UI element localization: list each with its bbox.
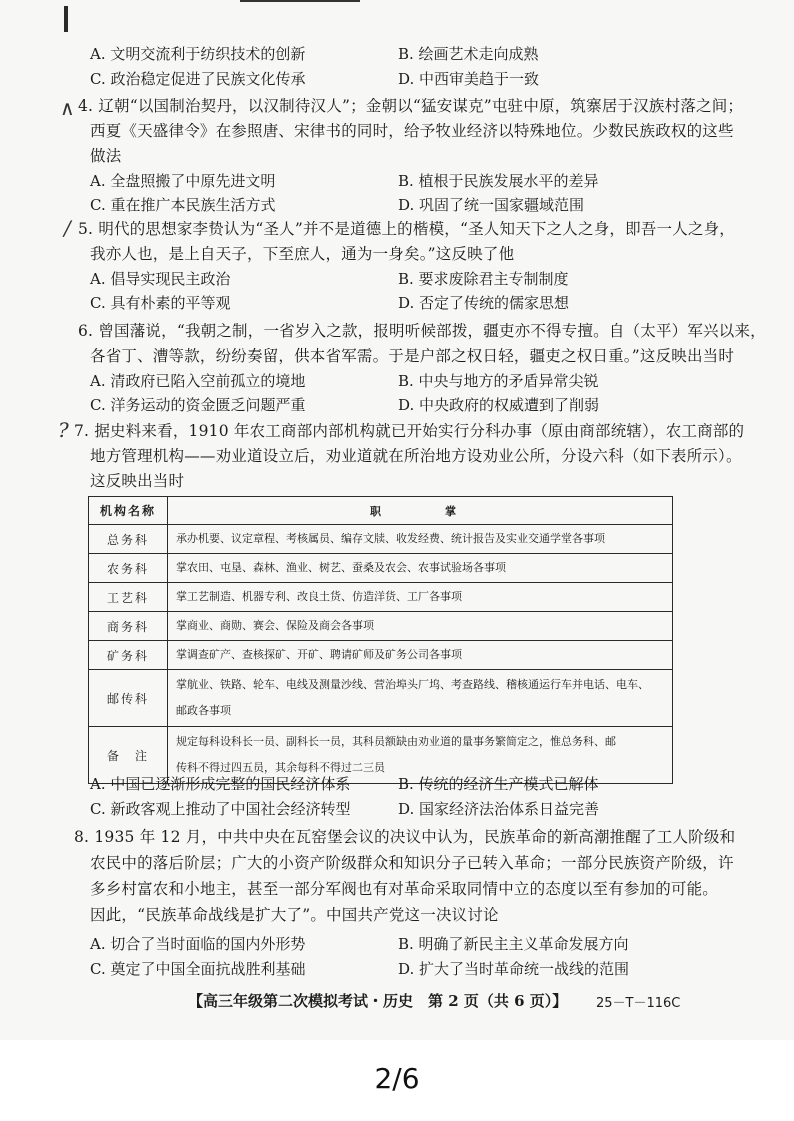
q7-stem-line-2: 地方管理机构——劝业道设立后，劝业道就在所治地方设劝业公所，分设六科（如下表所示）。 (90, 447, 742, 465)
q3-option-c: C. 政治稳定促进了民族文化传承 (90, 70, 306, 88)
row-duty: 掌农田、屯垦、森林、渔业、树艺、蚕桑及农会、农事试验场各事项 (168, 554, 673, 583)
row-name: 邮传科 (89, 670, 168, 727)
q8-option-b: B. 明确了新民主主义革命发展方向 (398, 935, 629, 953)
q7-stem-line-3: 这反映出当时 (90, 472, 185, 490)
q8-stem-line-2: 农民中的落后阶层；广大的小资产阶级群众和知识分子已转入革命；一部分民族资产阶级，许 (90, 854, 734, 872)
q8-option-c: C. 奠定了中国全面抗战胜利基础 (90, 960, 306, 978)
q6-option-c: C. 洋务运动的资金匮乏问题严重 (90, 396, 306, 414)
exam-footer: 【高三年级第二次模拟考试・历史 第 2 页（共 6 页）】 (188, 992, 568, 1010)
q5-option-a: A. 倡导实现民主政治 (90, 270, 231, 288)
q7-option-c: C. 新政客观上推动了中国社会经济转型 (90, 800, 351, 818)
table-row (89, 525, 673, 554)
q7-option-b: B. 传统的经济生产模式已解体 (398, 775, 599, 793)
table-row (89, 612, 673, 641)
header-agency-name: 机构名称 (89, 497, 168, 525)
q7-option-a: A. 中国已逐渐形成完整的国民经济体系 (90, 775, 351, 793)
header-duties: 职 掌 (168, 497, 673, 525)
q5-stem-line-2: 我亦人也，是上自天子，下至庶人，通为一身矣。”这反映了他 (90, 245, 515, 263)
row-name: 矿务科 (89, 641, 168, 670)
q7-stem-line-1: 7. 据史料来看，1910 年农工商部内部机构就已开始实行分科办事（原由商部统辖），农工商部的 (74, 422, 745, 440)
q6-stem-line-1: 6. 曾国藩说，“我朝之制，一省岁入之款，报明听候部拨，疆吏亦不得专擅。自（太平）军兴以来， (78, 322, 766, 340)
row-duty (168, 670, 673, 727)
table-row (89, 670, 673, 727)
pen-mark: ∕ (64, 216, 71, 240)
q6-stem-line-2: 各省丁、漕等款，纷纷奏留，供本省军需。于是户部之权日轻，疆吏之权日重。”这反映出当时 (90, 347, 735, 365)
row-name: 总务科 (89, 525, 168, 554)
q3-option-b: B. 绘画艺术走向成熟 (398, 45, 539, 63)
table-row (89, 641, 673, 670)
row-duty-line: 传科不得过四五员，其余每科不得过二三员 (176, 761, 385, 774)
row-name: 商务科 (89, 612, 168, 641)
pen-mark: ∧ (60, 96, 75, 120)
q8-stem-line-4: 因此，“民族革命战线是扩大了”。中国共产党这一决议讨论 (90, 906, 499, 924)
row-duty-line: 邮政各事项 (176, 704, 231, 717)
row-duty: 掌调查矿产、查核探矿、开矿、聘请矿师及矿务公司各事项 (168, 641, 673, 670)
paper-code: 25－T－116C (596, 996, 681, 1011)
pen-mark: ? (58, 418, 69, 442)
binding-mark (64, 6, 68, 32)
row-duty: 承办机要、议定章程、考核属员、编存文牍、收发经费、统计报告及实业交通学堂各事项 (168, 525, 673, 554)
row-duty: 掌商业、商勋、赛会、保险及商会各事项 (168, 612, 673, 641)
row-name: 备 注 (89, 727, 168, 784)
q4-stem-line-1: 4. 辽朝“以国制治契丹，以汉制待汉人”；金朝以“猛安谋克”屯驻中原，筑寨居于汉族村落之间； (78, 97, 744, 115)
q6-option-a: A. 清政府已陷入空前孤立的境地 (90, 372, 306, 390)
table-header-row (89, 497, 673, 525)
q4-option-b: B. 植根于民族发展水平的差异 (398, 172, 599, 190)
q3-option-a: A. 文明交流利于纺织技术的创新 (90, 45, 306, 63)
row-duty: 掌工艺制造、机器专利、改良土货、仿造洋货、工厂各事项 (168, 583, 673, 612)
q7-option-d: D. 国家经济法治体系日益完善 (398, 800, 600, 818)
q4-stem-line-3: 做法 (90, 147, 122, 165)
q8-option-a: A. 切合了当时面临的国内外形势 (90, 935, 306, 953)
row-name: 农务科 (89, 554, 168, 583)
table-row (89, 554, 673, 583)
q8-stem-line-3: 多乡村富农和小地主，甚至一部分军阀也有对革命采取同情中立的态度以至有参加的可能。 (90, 880, 719, 898)
q5-option-c: C. 具有朴素的平等观 (90, 294, 231, 312)
q4-option-d: D. 巩固了统一国家疆域范围 (398, 196, 585, 214)
row-duty-line: 掌航业、铁路、轮车、电线及测量沙线、营治埠头厂坞、考查路线、稽核通运行车并电话、电车、 (176, 678, 649, 691)
q5-option-d: D. 否定了传统的儒家思想 (398, 294, 570, 312)
q5-stem-line-1: 5. 明代的思想家李贽认为“圣人”并不是道德上的楷模，“圣人知天下之人之身，即吾一人之身， (78, 220, 735, 238)
q6-option-b: B. 中央与地方的矛盾异常尖锐 (398, 372, 599, 390)
table-row (89, 583, 673, 612)
q3-option-d: D. 中西审美趋于一致 (398, 70, 540, 88)
q4-stem-line-2: 西夏《天盛律令》在参照唐、宋律书的同时，给予牧业经济以特殊地位。少数民族政权的这些 (90, 122, 734, 140)
q4-option-a: A. 全盘照搬了中原先进文明 (90, 172, 276, 190)
row-name: 工艺科 (89, 583, 168, 612)
q8-option-d: D. 扩大了当时革命统一战线的范围 (398, 960, 630, 978)
q4-option-c: C. 重在推广本民族生活方式 (90, 196, 276, 214)
page-indicator: 2/6 (374, 1062, 420, 1095)
q6-option-d: D. 中央政府的权威遭到了削弱 (398, 396, 600, 414)
agency-duties-table (88, 496, 673, 784)
q5-option-b: B. 要求废除君主专制制度 (398, 270, 569, 288)
row-duty-line: 规定每科设科长一员、副科长一员，其科员额缺由劝业道的量事务繁简定之，惟总务科、邮 (176, 735, 616, 748)
top-rule (240, 0, 360, 2)
q8-stem-line-1: 8. 1935 年 12 月，中共中央在瓦窑堡会议的决议中认为，民族革命的新高潮推醒了工人阶级和 (74, 828, 736, 846)
